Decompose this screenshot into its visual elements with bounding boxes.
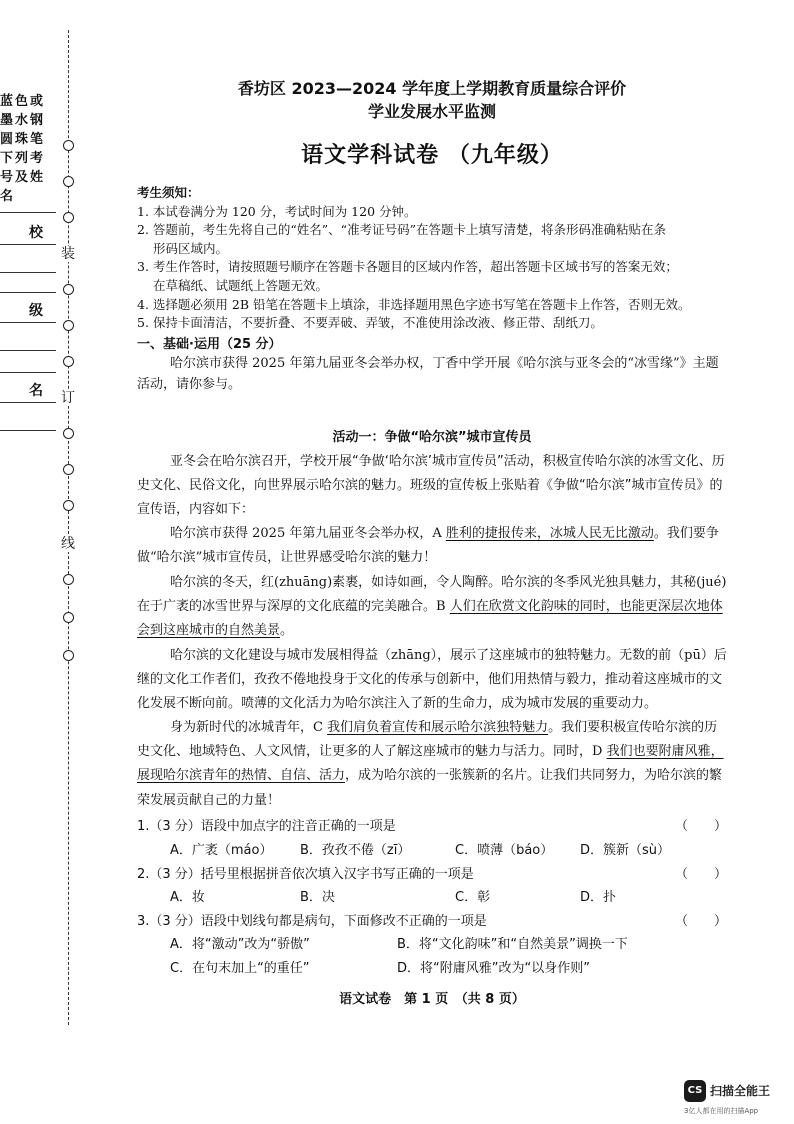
section-heading: 一、基础·运用（25 分）	[137, 337, 282, 352]
option-c: C．在句末加上“的重任”	[170, 961, 310, 976]
text-run: 。	[280, 623, 294, 639]
scanner-watermark	[684, 1080, 794, 1124]
notice-item: 3. 考生作答时，请按照题号顺序在答题卡各题目的区域内作答，超出答题卡区域书写的答案无效；	[137, 259, 678, 275]
binding-rule	[0, 244, 56, 245]
binding-hole	[63, 284, 74, 295]
notice-item: 2. 答题前，考生先将自己的“姓名”、“准考证号码”在答题卡上填写清楚，将条形码准确粘贴在条	[137, 222, 666, 238]
question-1	[137, 815, 727, 834]
binding-rule	[0, 350, 56, 351]
binding-hole	[63, 356, 74, 367]
option-d: D．簇新（sù）	[580, 843, 671, 858]
binding-word-xian: 线	[61, 536, 75, 552]
question-stem: 1.（3 分）语段中加点字的注音正确的一项是	[137, 819, 396, 834]
binding-word-zhuang: 装	[61, 246, 75, 262]
option-c: C．彰	[455, 890, 491, 905]
question-3	[137, 910, 727, 929]
binding-rule	[0, 402, 56, 403]
text-run: 哈尔滨市获得 2025 年第九届亚冬会举办权，A	[170, 526, 446, 541]
binding-rule	[0, 272, 56, 273]
option-c: C．喷薄（báo）	[455, 843, 554, 858]
binding-rule	[0, 430, 56, 431]
answer-paren: （ ）	[674, 867, 727, 882]
school-label: 校	[29, 225, 43, 241]
page-footer: 语文试卷 第 1 页 （共 8 页）	[339, 992, 525, 1007]
question-stem: 3.（3 分）语段中划线句都是病句，下面修改不正确的一项是	[137, 914, 487, 929]
paragraph	[137, 522, 727, 570]
underlined-sentence-a: 胜利的捷报传来，冰城人民无比激动	[445, 526, 654, 541]
text-run: ，成为哈尔滨的一张簇新的名片。让我们共同努力，为哈尔滨的繁荣发展贡献自己的力量！	[137, 768, 723, 808]
option-b: B．决	[300, 890, 335, 905]
section-intro: 哈尔滨市获得 2025 年第九届亚冬会举办权，丁香中学开展《哈尔滨与亚冬会的“冰雪缘”》主题活动，请你参与。	[137, 356, 719, 392]
option-d: D．扑	[580, 890, 617, 905]
exam-title-line2: 学业发展水平监测	[367, 102, 496, 121]
class-label: 级	[29, 303, 43, 319]
binding-hole	[63, 650, 74, 661]
paragraph	[137, 571, 727, 644]
option-a: A．广袤（máo）	[170, 843, 273, 858]
option-a: A．将“激动”改为“骄傲”	[170, 937, 310, 952]
camscanner-logo-icon: CS	[684, 1080, 706, 1102]
binding-hole	[63, 612, 74, 623]
binding-hole	[63, 574, 74, 585]
answer-paren: （ ）	[674, 819, 727, 834]
notice-title: 考生须知：	[137, 185, 200, 200]
option-a: A．妆	[170, 890, 205, 905]
binding-hole	[63, 464, 74, 475]
notice-item: 5. 保持卡面清洁，不要折叠、不要弄破、弄皱，不准使用涂改液、修正带、刮纸刀。	[137, 315, 603, 331]
underlined-sentence-d: 我们也要附庸风雅，展现哈尔滨青年的热情、自信、活力	[137, 744, 724, 784]
candidate-notice	[137, 184, 737, 333]
text-run: 哈尔滨的冬天，红(zhuāng)素裹，如诗如画，令人陶醉。哈尔滨的冬季风光独具魅力，其秘(jué)在于广袤的冰雪世界与深厚的文化底蕴的完美融合。B	[137, 575, 727, 615]
binding-hole	[63, 500, 74, 511]
underlined-sentence-b: 人们在欣赏文化韵味的同时，也能更深层次地体会到这座城市的自然美景	[137, 599, 723, 639]
paragraph	[137, 716, 727, 813]
watermark-name: 扫描全能王	[710, 1084, 771, 1098]
activity-title: 活动一：争做“哈尔滨”城市宣传员	[332, 430, 532, 445]
subject-title: 语文学科试卷 （九年级）	[301, 143, 563, 168]
binding-hole	[63, 176, 74, 187]
notice-item: 1. 本试卷满分为 120 分，考试时间为 120 分钟。	[137, 203, 417, 219]
notice-item-continued: 形码区域内。	[153, 240, 229, 256]
text-run: 。我们要积极宣传哈尔滨的历史文化、地域特色、人文风情，让更多的人了解这座城市的魅力与活力。同时，D	[137, 720, 718, 760]
question-stem: 2.（3 分）括号里根据拼音依次填入汉字书写正确的一项是	[137, 867, 474, 882]
answer-paren: （ ）	[674, 914, 727, 929]
binding-instruction-text: 蓝色或墨水钢圆珠笔下列考号及姓名	[0, 94, 46, 204]
name-label: 名	[29, 383, 43, 399]
underlined-sentence-c: 我们肩负着宣传和展示哈尔滨独特魅力	[327, 720, 549, 735]
option-d: D．将“附庸风雅”改为“以身作则”	[397, 961, 590, 976]
binding-rule	[0, 212, 56, 213]
watermark-tagline: 3亿人都在用的扫描App	[684, 1107, 759, 1115]
paragraph: 哈尔滨的文化建设与城市发展相得益（zhāng），展示了这座城市的独特魅力。无数的前（pū）后继的文化工作者们，孜孜不倦地投身于文化的传承与创新中，他们用热情与毅力，推动着这座城市的文化发展不断向前。喷薄的文化活力为哈尔滨注入了新的生命力，成为城市发展的重要动力。	[137, 648, 727, 712]
option-b: B．孜孜不倦（zī）	[300, 843, 411, 858]
binding-rule	[0, 372, 56, 373]
paragraph: 亚冬会在哈尔滨召开，学校开展“争做‘哈尔滨’城市宣传员”活动，积极宣传哈尔滨的冰雪文化、历史文化、民俗文化，向世界展示哈尔滨的魅力。班级的宣传板上张贴着《争做“哈尔滨”城市宣传员》的宣传语，内容如下：	[137, 454, 725, 518]
binding-rule	[0, 322, 56, 323]
notice-item: 4. 选择题必须用 2B 铅笔在答题卡上填涂，非选择题用黑色字迹书写笔在答题卡上作答，否则无效。	[137, 296, 691, 312]
option-b: B．将“文化韵味”和“自然美景”调换一下	[397, 937, 628, 952]
question-2	[137, 863, 727, 882]
binding-hole	[63, 212, 74, 223]
text-run: 身为新时代的冰城青年，C	[170, 720, 328, 735]
binding-hole	[63, 320, 74, 331]
binding-word-ding: 订	[61, 390, 75, 406]
binding-rule	[0, 292, 56, 293]
exam-title-line1: 香坊区 2023—2024 学年度上学期教育质量综合评价	[237, 79, 627, 98]
notice-item-continued: 在草稿纸、试题纸上答题无效。	[153, 277, 329, 293]
text-run: 。我们要争做“哈尔滨”城市宣传员，让世界感受哈尔滨的魅力！	[137, 526, 719, 566]
